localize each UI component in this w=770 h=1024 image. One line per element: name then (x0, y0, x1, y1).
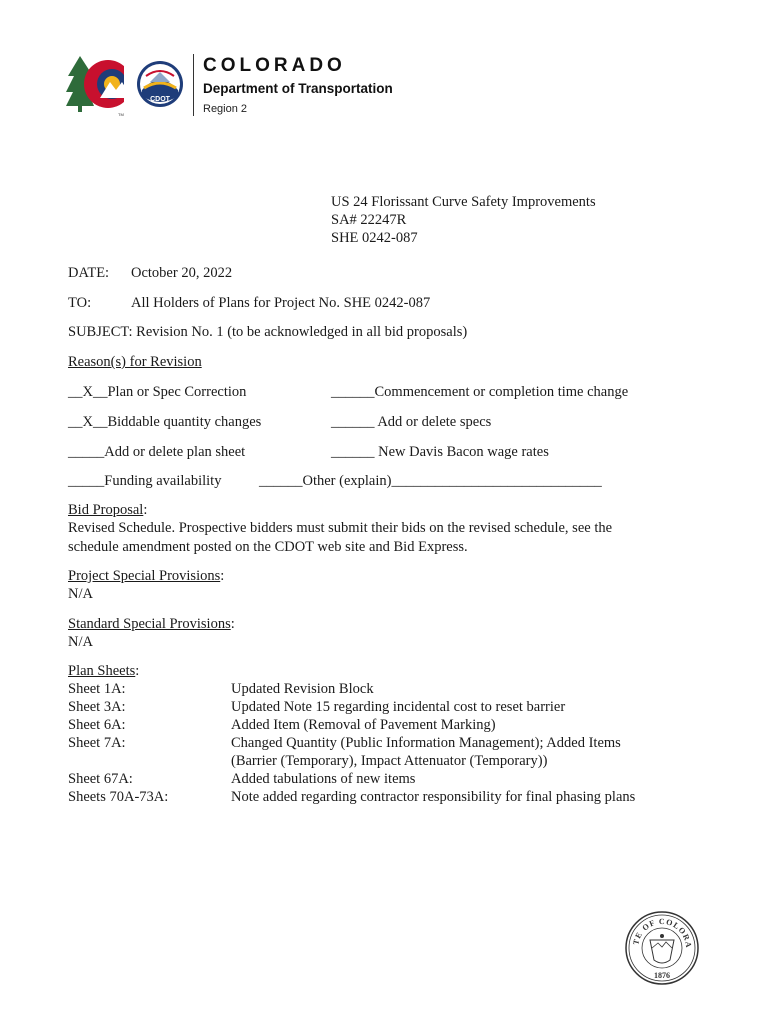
header-logo (66, 52, 194, 120)
department-name: Department of Transportation (203, 81, 393, 96)
plan-sheet-label: Sheets 70A-73A: (68, 789, 169, 805)
sa-number: SA# 22247R (331, 212, 407, 228)
plan-sheet-desc: (Barrier (Temporary), Impact Attenuator (Temporary)) (231, 753, 548, 769)
bid-proposal-colon: : (143, 502, 148, 518)
subject-line: SUBJECT: Revision No. 1 (to be acknowledged in all bid proposals) (68, 324, 468, 340)
bid-proposal-line-1: Revised Schedule. Prospective bidders must submit their bids on the revised schedule, see the (68, 520, 613, 536)
plan-sheet-desc: Added Item (Removal of Pavement Marking) (231, 717, 496, 733)
plan-sheet-desc: Changed Quantity (Public Information Management); Added Items (231, 735, 621, 751)
plan-sheet-label: Sheet 67A: (68, 771, 133, 787)
reasons-heading: Reason(s) for Revision (68, 354, 202, 370)
project-special-heading (68, 567, 224, 585)
plan-sheet-desc: Added tabulations of new items (231, 771, 416, 787)
bid-proposal-heading (68, 501, 147, 519)
reason-commencement: ______Commencement or completion time change (331, 384, 629, 400)
bid-proposal-line-2: schedule amendment posted on the CDOT web site and Bid Express. (68, 539, 468, 555)
date-label: DATE: (68, 265, 110, 281)
reason-biddable: __X__Biddable quantity changes (68, 414, 262, 430)
plan-sheet-label: Sheet 6A: (68, 717, 126, 733)
cdot-badge-text: CDOT (150, 96, 170, 103)
plan-sheet-label: Sheet 1A: (68, 681, 126, 697)
reason-other: ______Other (explain)_____________________________ (259, 473, 602, 489)
plan-sheet-desc: Updated Revision Block (231, 681, 374, 697)
project-special-value: N/A (68, 586, 93, 602)
project-special-heading-text: Project Special Provisions (68, 568, 221, 584)
reason-plan-spec: __X__Plan or Spec Correction (68, 384, 247, 400)
state-seal (624, 910, 700, 986)
colorado-c-logo (66, 52, 194, 120)
plan-sheet-label: Sheet 7A: (68, 735, 126, 751)
plan-sheets-heading-text: Plan Sheets (68, 663, 136, 679)
date-value: October 20, 2022 (131, 265, 233, 281)
trademark-text: TM (118, 112, 124, 117)
plan-sheets-heading (68, 662, 139, 680)
seal-year: 1876 (654, 971, 670, 980)
project-special-colon: : (220, 568, 225, 584)
plan-sheet-desc: Updated Note 15 regarding incidental cost to reset barrier (231, 699, 566, 715)
seal-text: TE OF COLORA (631, 916, 694, 949)
plan-sheets-colon: : (135, 663, 140, 679)
standard-special-value: N/A (68, 634, 93, 650)
header-divider (193, 54, 194, 116)
org-name: COLORADO (203, 55, 346, 76)
reason-funding: _____Funding availability (68, 473, 222, 489)
state-seal-icon (624, 910, 700, 986)
reason-add-delete-specs: ______ Add or delete specs (331, 414, 492, 430)
project-title: US 24 Florissant Curve Safety Improvements (331, 194, 596, 210)
she-number: SHE 0242-087 (331, 230, 418, 246)
reason-add-delete-plan: _____Add or delete plan sheet (68, 444, 246, 460)
plan-sheet-label: Sheet 3A: (68, 699, 126, 715)
reason-davis-bacon: ______ New Davis Bacon wage rates (331, 444, 549, 460)
region-label: Region 2 (203, 103, 248, 115)
to-label: TO: (68, 295, 92, 311)
standard-special-colon: : (230, 616, 235, 632)
plan-sheet-desc: Note added regarding contractor responsibility for final phasing plans (231, 789, 636, 805)
standard-special-heading (68, 615, 235, 633)
bid-proposal-heading-text: Bid Proposal (68, 502, 144, 518)
standard-special-heading-text: Standard Special Provisions (68, 616, 231, 632)
to-value: All Holders of Plans for Project No. SHE 0242-087 (131, 295, 431, 311)
